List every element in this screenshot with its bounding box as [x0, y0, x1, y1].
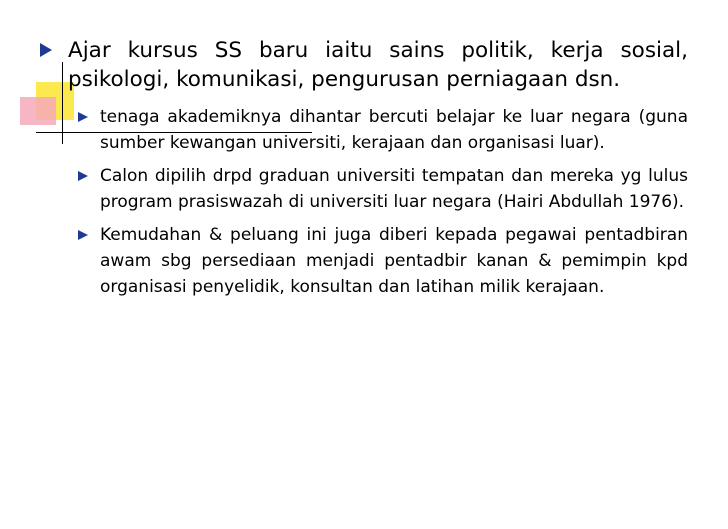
triangle-bullet-icon: [40, 43, 52, 57]
slide-content: [38, 36, 688, 307]
sub-bullet-list: [38, 104, 688, 300]
main-bullet: [38, 36, 688, 94]
sub-bullet-text: tenaga akademiknya dihantar bercuti belajar ke luar negara (guna sumber kewangan universiti, kerajaan dan organisasi luar).: [100, 107, 688, 153]
triangle-bullet-icon: [78, 230, 88, 240]
main-bullet-text: Ajar kursus SS baru iaitu sains politik, kerja sosial, psikologi, komunikasi, pengurusan perniagaan dsn.: [68, 38, 688, 92]
sub-bullet-text: Calon dipilih drpd graduan universiti tempatan dan mereka yg lulus program prasiswazah di universiti luar negara (Hairi Abdullah 1976).: [100, 166, 688, 212]
sub-bullet-item: [64, 104, 688, 156]
sub-bullet-text: Kemudahan & peluang ini juga diberi kepada pegawai pentadbiran awam sbg persediaan menjadi pentadbir kanan & pemimpin kpd organisasi penyelidik, konsultan dan latihan milik kerajaan.: [100, 225, 688, 297]
sub-bullet-item: [64, 222, 688, 300]
triangle-bullet-icon: [78, 112, 88, 122]
sub-bullet-item: [64, 163, 688, 215]
triangle-bullet-icon: [78, 171, 88, 181]
